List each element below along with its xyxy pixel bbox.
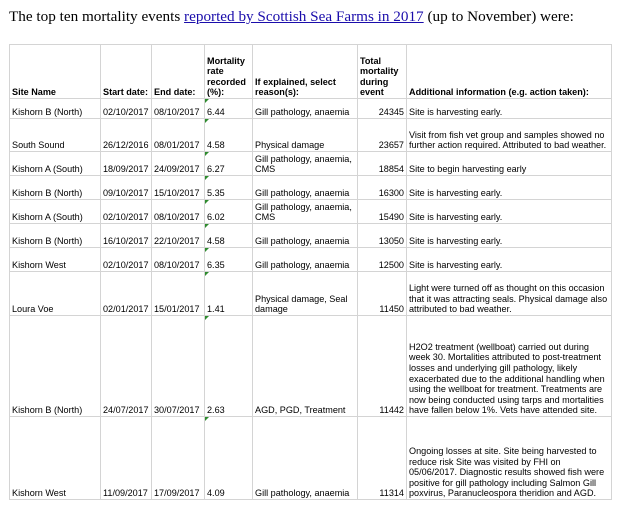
additional-info-cell: Ongoing losses at site. Site being harvested to reduce risk Site was visited by FHI on 05/06/2017. Diagnostic results showed fish were positive for gill pathology including Salmon Gill poxvirus, Paranucleospora theridion and AGD.: [407, 417, 612, 500]
additional-info-cell: Site is harvesting early.: [407, 99, 612, 119]
start-date-cell: 02/10/2017: [101, 99, 152, 119]
start-date-cell: 11/09/2017: [101, 417, 152, 500]
source-link[interactable]: reported by Scottish Sea Farms in 2017: [184, 8, 424, 25]
table-row: [10, 200, 612, 224]
intro-before: The top ten mortality events: [9, 8, 185, 25]
start-date-cell: 02/10/2017: [101, 200, 152, 224]
total-mortality-cell: 24345: [358, 99, 407, 119]
reason-cell: Gill pathology, anaemia: [253, 224, 358, 248]
start-date-cell: 18/09/2017: [101, 152, 152, 176]
additional-info-cell: Site is harvesting early.: [407, 200, 612, 224]
table-row: [10, 316, 612, 417]
header-site-name: Site Name: [10, 45, 101, 99]
start-date-cell: 16/10/2017: [101, 224, 152, 248]
table-row: [10, 99, 612, 119]
mortality-rate-cell: 1.41: [205, 272, 253, 316]
header-additional-info: Additional information (e.g. action taken):: [407, 45, 612, 99]
reason-cell: Gill pathology, anaemia, CMS: [253, 152, 358, 176]
additional-info-cell: Light were turned off as thought on this occasion that it was attracting seals. Physical damage also attributed to bad weather.: [407, 272, 612, 316]
additional-info-cell: Visit from fish vet group and samples showed no further action required. Attributed to bad weather.: [407, 119, 612, 152]
table-row: [10, 152, 612, 176]
header-mortality-rate: Mortality rate recorded (%):: [205, 45, 253, 99]
site-name-cell: Kishorn B (North): [10, 99, 101, 119]
reason-cell: Gill pathology, anaemia: [253, 176, 358, 200]
site-name-cell: Loura Voe: [10, 272, 101, 316]
start-date-cell: 24/07/2017: [101, 316, 152, 417]
site-name-cell: Kishorn West: [10, 417, 101, 500]
end-date-cell: 08/01/2017: [152, 119, 205, 152]
table-header-row: [10, 45, 612, 99]
total-mortality-cell: 11314: [358, 417, 407, 500]
additional-info-cell: H2O2 treatment (wellboat) carried out during week 30. Mortalities attributed to post-treatment losses and underlying gill pathology, likely exacerbated due to the additional handling when using the wellboat for treatment. Treatments are now being conducted using tarps and mortalities have fallen below 1%. Vets have attended site.: [407, 316, 612, 417]
mortality-table: [9, 44, 612, 500]
mortality-rate-cell: 6.35: [205, 248, 253, 272]
reason-cell: AGD, PGD, Treatment: [253, 316, 358, 417]
end-date-cell: 24/09/2017: [152, 152, 205, 176]
additional-info-cell: Site is harvesting early.: [407, 248, 612, 272]
total-mortality-cell: 16300: [358, 176, 407, 200]
mortality-rate-cell: 2.63: [205, 316, 253, 417]
end-date-cell: 08/10/2017: [152, 99, 205, 119]
site-name-cell: South Sound: [10, 119, 101, 152]
site-name-cell: Kishorn West: [10, 248, 101, 272]
end-date-cell: 08/10/2017: [152, 248, 205, 272]
mortality-rate-cell: 4.09: [205, 417, 253, 500]
mortality-table-body: [10, 45, 612, 500]
end-date-cell: 22/10/2017: [152, 224, 205, 248]
start-date-cell: 26/12/2016: [101, 119, 152, 152]
table-row: [10, 119, 612, 152]
mortality-rate-cell: 4.58: [205, 119, 253, 152]
header-total-mortality: Total mortality during event: [358, 45, 407, 99]
total-mortality-cell: 18854: [358, 152, 407, 176]
site-name-cell: Kishorn B (North): [10, 176, 101, 200]
total-mortality-cell: 11450: [358, 272, 407, 316]
total-mortality-cell: 15490: [358, 200, 407, 224]
additional-info-cell: Site is harvesting early.: [407, 224, 612, 248]
site-name-cell: Kishorn B (North): [10, 316, 101, 417]
table-row: [10, 224, 612, 248]
site-name-cell: Kishorn A (South): [10, 152, 101, 176]
mortality-rate-cell: 6.02: [205, 200, 253, 224]
end-date-cell: 08/10/2017: [152, 200, 205, 224]
reason-cell: Physical damage, Seal damage: [253, 272, 358, 316]
intro-after: (up to November) were:: [423, 8, 574, 25]
header-reasons: If explained, select reason(s):: [253, 45, 358, 99]
start-date-cell: 02/01/2017: [101, 272, 152, 316]
header-end-date: End date:: [152, 45, 205, 99]
mortality-rate-cell: 6.44: [205, 99, 253, 119]
site-name-cell: Kishorn B (North): [10, 224, 101, 248]
mortality-rate-cell: 5.35: [205, 176, 253, 200]
reason-cell: Gill pathology, anaemia: [253, 248, 358, 272]
start-date-cell: 02/10/2017: [101, 248, 152, 272]
table-row: [10, 417, 612, 500]
total-mortality-cell: 12500: [358, 248, 407, 272]
end-date-cell: 15/01/2017: [152, 272, 205, 316]
mortality-rate-cell: 6.27: [205, 152, 253, 176]
site-name-cell: Kishorn A (South): [10, 200, 101, 224]
reason-cell: Gill pathology, anaemia, CMS: [253, 200, 358, 224]
end-date-cell: 17/09/2017: [152, 417, 205, 500]
table-row: [10, 176, 612, 200]
table-row: [10, 248, 612, 272]
additional-info-cell: Site to begin harvesting early: [407, 152, 612, 176]
reason-cell: Gill pathology, anaemia: [253, 99, 358, 119]
total-mortality-cell: 23657: [358, 119, 407, 152]
total-mortality-cell: 11442: [358, 316, 407, 417]
end-date-cell: 15/10/2017: [152, 176, 205, 200]
start-date-cell: 09/10/2017: [101, 176, 152, 200]
header-start-date: Start date:: [101, 45, 152, 99]
additional-info-cell: Site is harvesting early.: [407, 176, 612, 200]
end-date-cell: 30/07/2017: [152, 316, 205, 417]
reason-cell: Gill pathology, anaemia: [253, 417, 358, 500]
total-mortality-cell: 13050: [358, 224, 407, 248]
mortality-rate-cell: 4.58: [205, 224, 253, 248]
table-row: [10, 272, 612, 316]
intro-text: [9, 6, 624, 28]
reason-cell: Physical damage: [253, 119, 358, 152]
